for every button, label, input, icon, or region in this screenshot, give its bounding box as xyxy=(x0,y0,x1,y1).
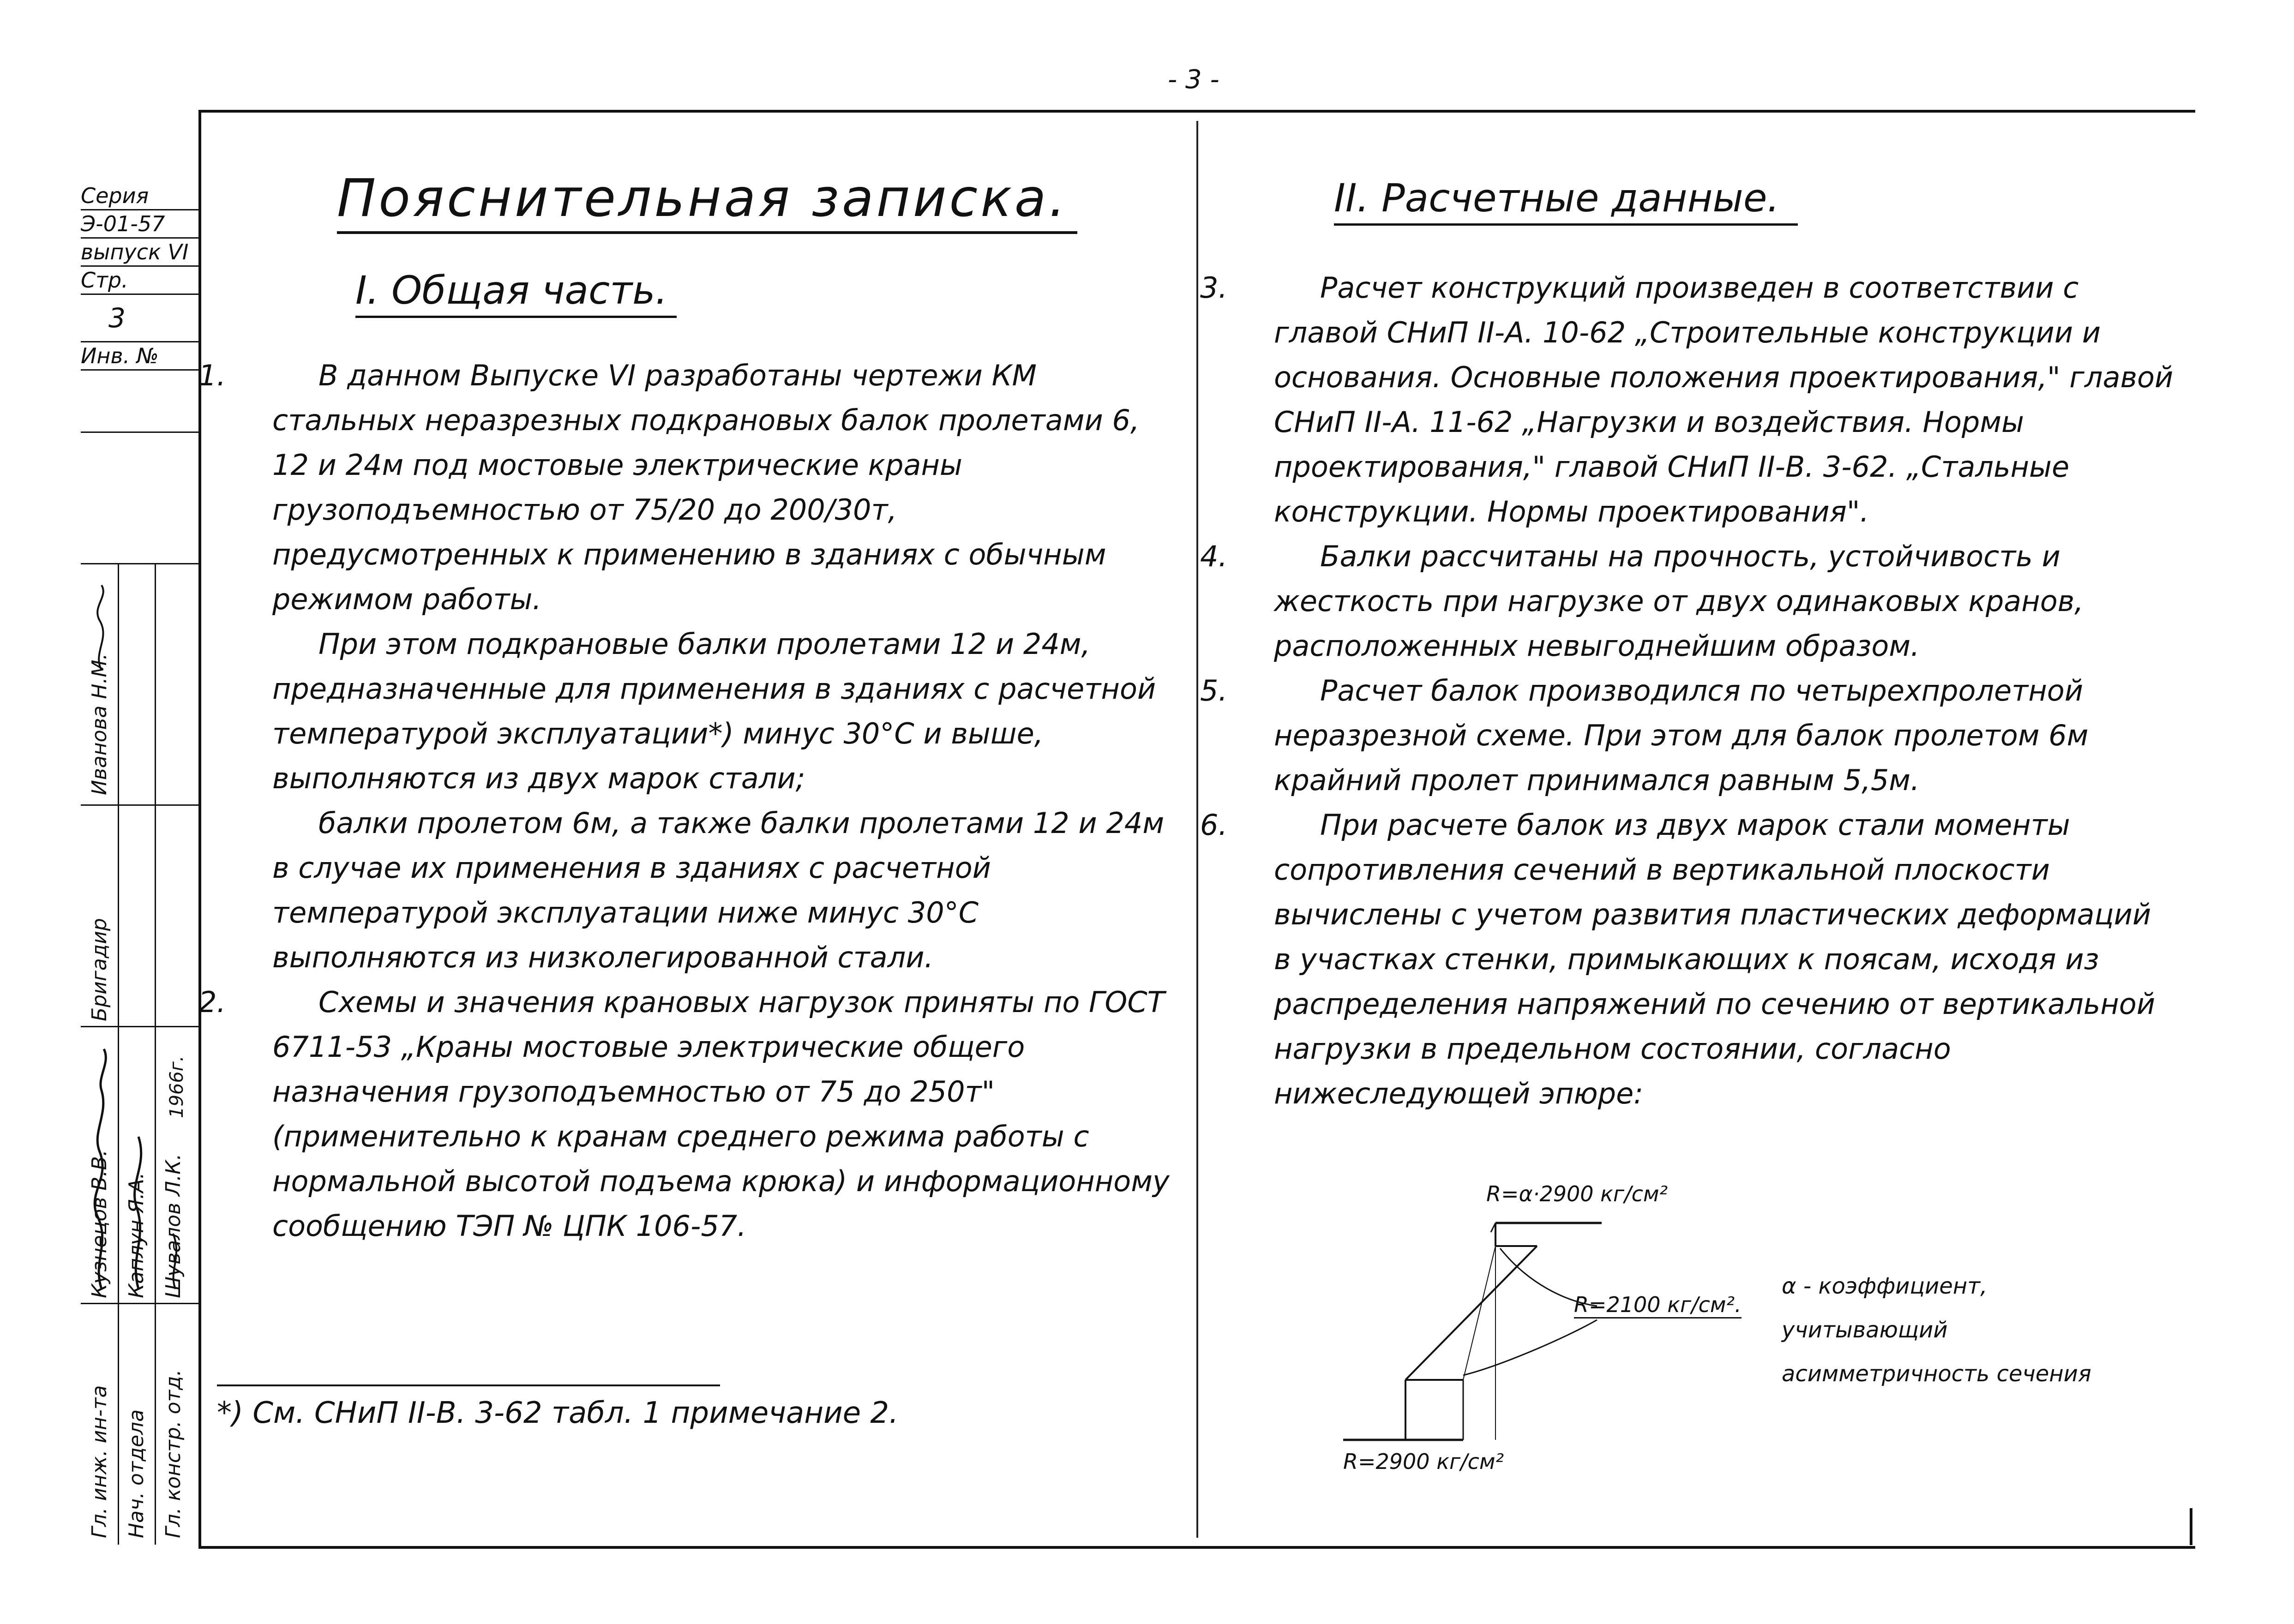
stamp-divider xyxy=(81,1303,198,1304)
paragraph: балки пролетом 6м, а также балки пролетами 12 и 24м в случае их применения в зданиях с расчетной температурой эксплуатации ниже минус 30°С выполняются из низколегированной стали. xyxy=(272,806,1165,974)
stress-label-top: R=α·2900 кг/см² xyxy=(1486,1181,1668,1206)
series-label: Серия xyxy=(81,182,198,210)
name-kuznetsov: Кузнецов В.В. xyxy=(88,1150,111,1298)
section-calculation: II. Расчетные данные. xyxy=(1334,175,1798,226)
item-number: 6. xyxy=(1200,808,1228,842)
paragraph: Расчет балок производился по четырехпролетной неразрезной схеме. При этом для балок пролетом 6м крайний пролет принимался равным 5,5м. xyxy=(1274,674,2089,797)
paragraph: Расчет конструкций произведен в соответствии с главой СНиП II-А. 10-62 „Строительные конструкции и основания. Основные положения проектирования," главой СНиП II-А. 11-62 „Нагрузки и воздействия. Нормы проектирования," главой СНиП II-В. 3-62. „Стальные конструкции. Нормы проектирования". xyxy=(1274,271,2174,528)
inv-label: Инв. № xyxy=(81,342,198,371)
paragraph: Балки рассчитаны на прочность, устойчивость и жесткость при нагрузке от двух одинаковых кранов, расположенных невыгоднейшим образом. xyxy=(1274,539,2084,663)
stamp-block xyxy=(81,182,198,371)
item-number: 5. xyxy=(1200,674,1228,707)
stamp-divider xyxy=(81,804,198,806)
brigadier-signature xyxy=(83,583,120,675)
page-label: Стр. xyxy=(81,267,198,295)
paragraph: При расчете балок из двух марок стали моменты сопротивления сечений в вертикальной плоскости вычислены с учетом развития пластических деформаций в участках стенки, примыкающих к поясам, исходя из распределения напряжений по сечению от вертикальной нагрузки в предельном состоянии, согласно нижеследующей эпюре: xyxy=(1274,808,2156,1110)
issue-year: 1966г. xyxy=(166,1055,187,1118)
signature-block xyxy=(81,563,198,1545)
list-item xyxy=(1200,803,2174,1116)
document-title: Пояснительная записка. xyxy=(337,168,1077,234)
page-value: 3 xyxy=(81,295,198,342)
role-chief-engineer: Гл. инж. ин-та xyxy=(88,1385,111,1538)
left-column-text xyxy=(198,353,1177,1248)
role-chief-designer: Гл. констр. отд. xyxy=(162,1369,185,1538)
footnote-rule xyxy=(217,1384,720,1386)
list-item xyxy=(1200,534,2174,668)
section-general: I. Общая часть. xyxy=(355,268,677,318)
stress-label-bottom: R=2900 кг/см² xyxy=(1343,1449,1504,1474)
role-department-head: Нач. отдела xyxy=(125,1409,148,1538)
brigadier-label: Бригадир xyxy=(88,918,111,1021)
issue-label: выпуск VI xyxy=(81,239,198,267)
footnote: *) См. СНиП II-В. 3-62 табл. 1 примечание 2. xyxy=(217,1396,899,1430)
stress-diagram xyxy=(1325,1181,1740,1504)
stamp-divider xyxy=(81,1026,198,1027)
series-value: Э-01-57 xyxy=(81,210,198,239)
brigadier-name: Иванова Н.М. xyxy=(88,653,111,795)
item-number: 4. xyxy=(1200,539,1228,573)
paragraph: Схемы и значения крановых нагрузок приняты по ГОСТ 6711-53 „Краны мостовые электрические общего назначения грузоподъемностью от 75 до 250т" (применительно к кранам среднего режима работы с нормальной высотой подъема крюка) и информационному сообщению ТЭП № ЦПК 106-57. xyxy=(272,985,1170,1243)
right-column-text xyxy=(1200,265,2174,1116)
column-divider xyxy=(1196,121,1198,1538)
item-number: 2. xyxy=(198,985,226,1019)
paragraph: При этом подкрановые балки пролетами 12 и 24м, предназначенные для применения в зданиях с расчетной температурой эксплуатации*) минус 30°С и выше, выполняются из двух марок стали; xyxy=(272,627,1156,795)
name-shuvalov: Шувалов Л.К. xyxy=(162,1153,185,1298)
paragraph: В данном Выпуске VI разработаны чертежи КМ стальных неразрезных подкрановых балок пролетами 6, 12 и 24м под мостовые электрические краны грузоподъемностью от 75/20 до 200/30т, предусмотренных к применению в зданиях с обычным режимом работы. xyxy=(272,359,1140,616)
list-item xyxy=(198,980,1177,1248)
stamp-separator xyxy=(81,431,198,433)
stress-label-middle: R=2100 кг/см². xyxy=(1574,1292,1742,1318)
name-kaplun: Каплун Я.А. xyxy=(125,1172,148,1298)
item-number: 3. xyxy=(1200,271,1228,305)
coefficient-note: α - коэффициент, учитывающий асимметричность сечения xyxy=(1782,1273,2091,1387)
frame-edge xyxy=(2190,1508,2192,1545)
list-item xyxy=(198,353,1177,980)
page-number: - 3 - xyxy=(1168,65,1219,95)
item-number: 1. xyxy=(198,359,226,392)
list-item xyxy=(1200,265,2174,534)
list-item xyxy=(1200,668,2174,803)
